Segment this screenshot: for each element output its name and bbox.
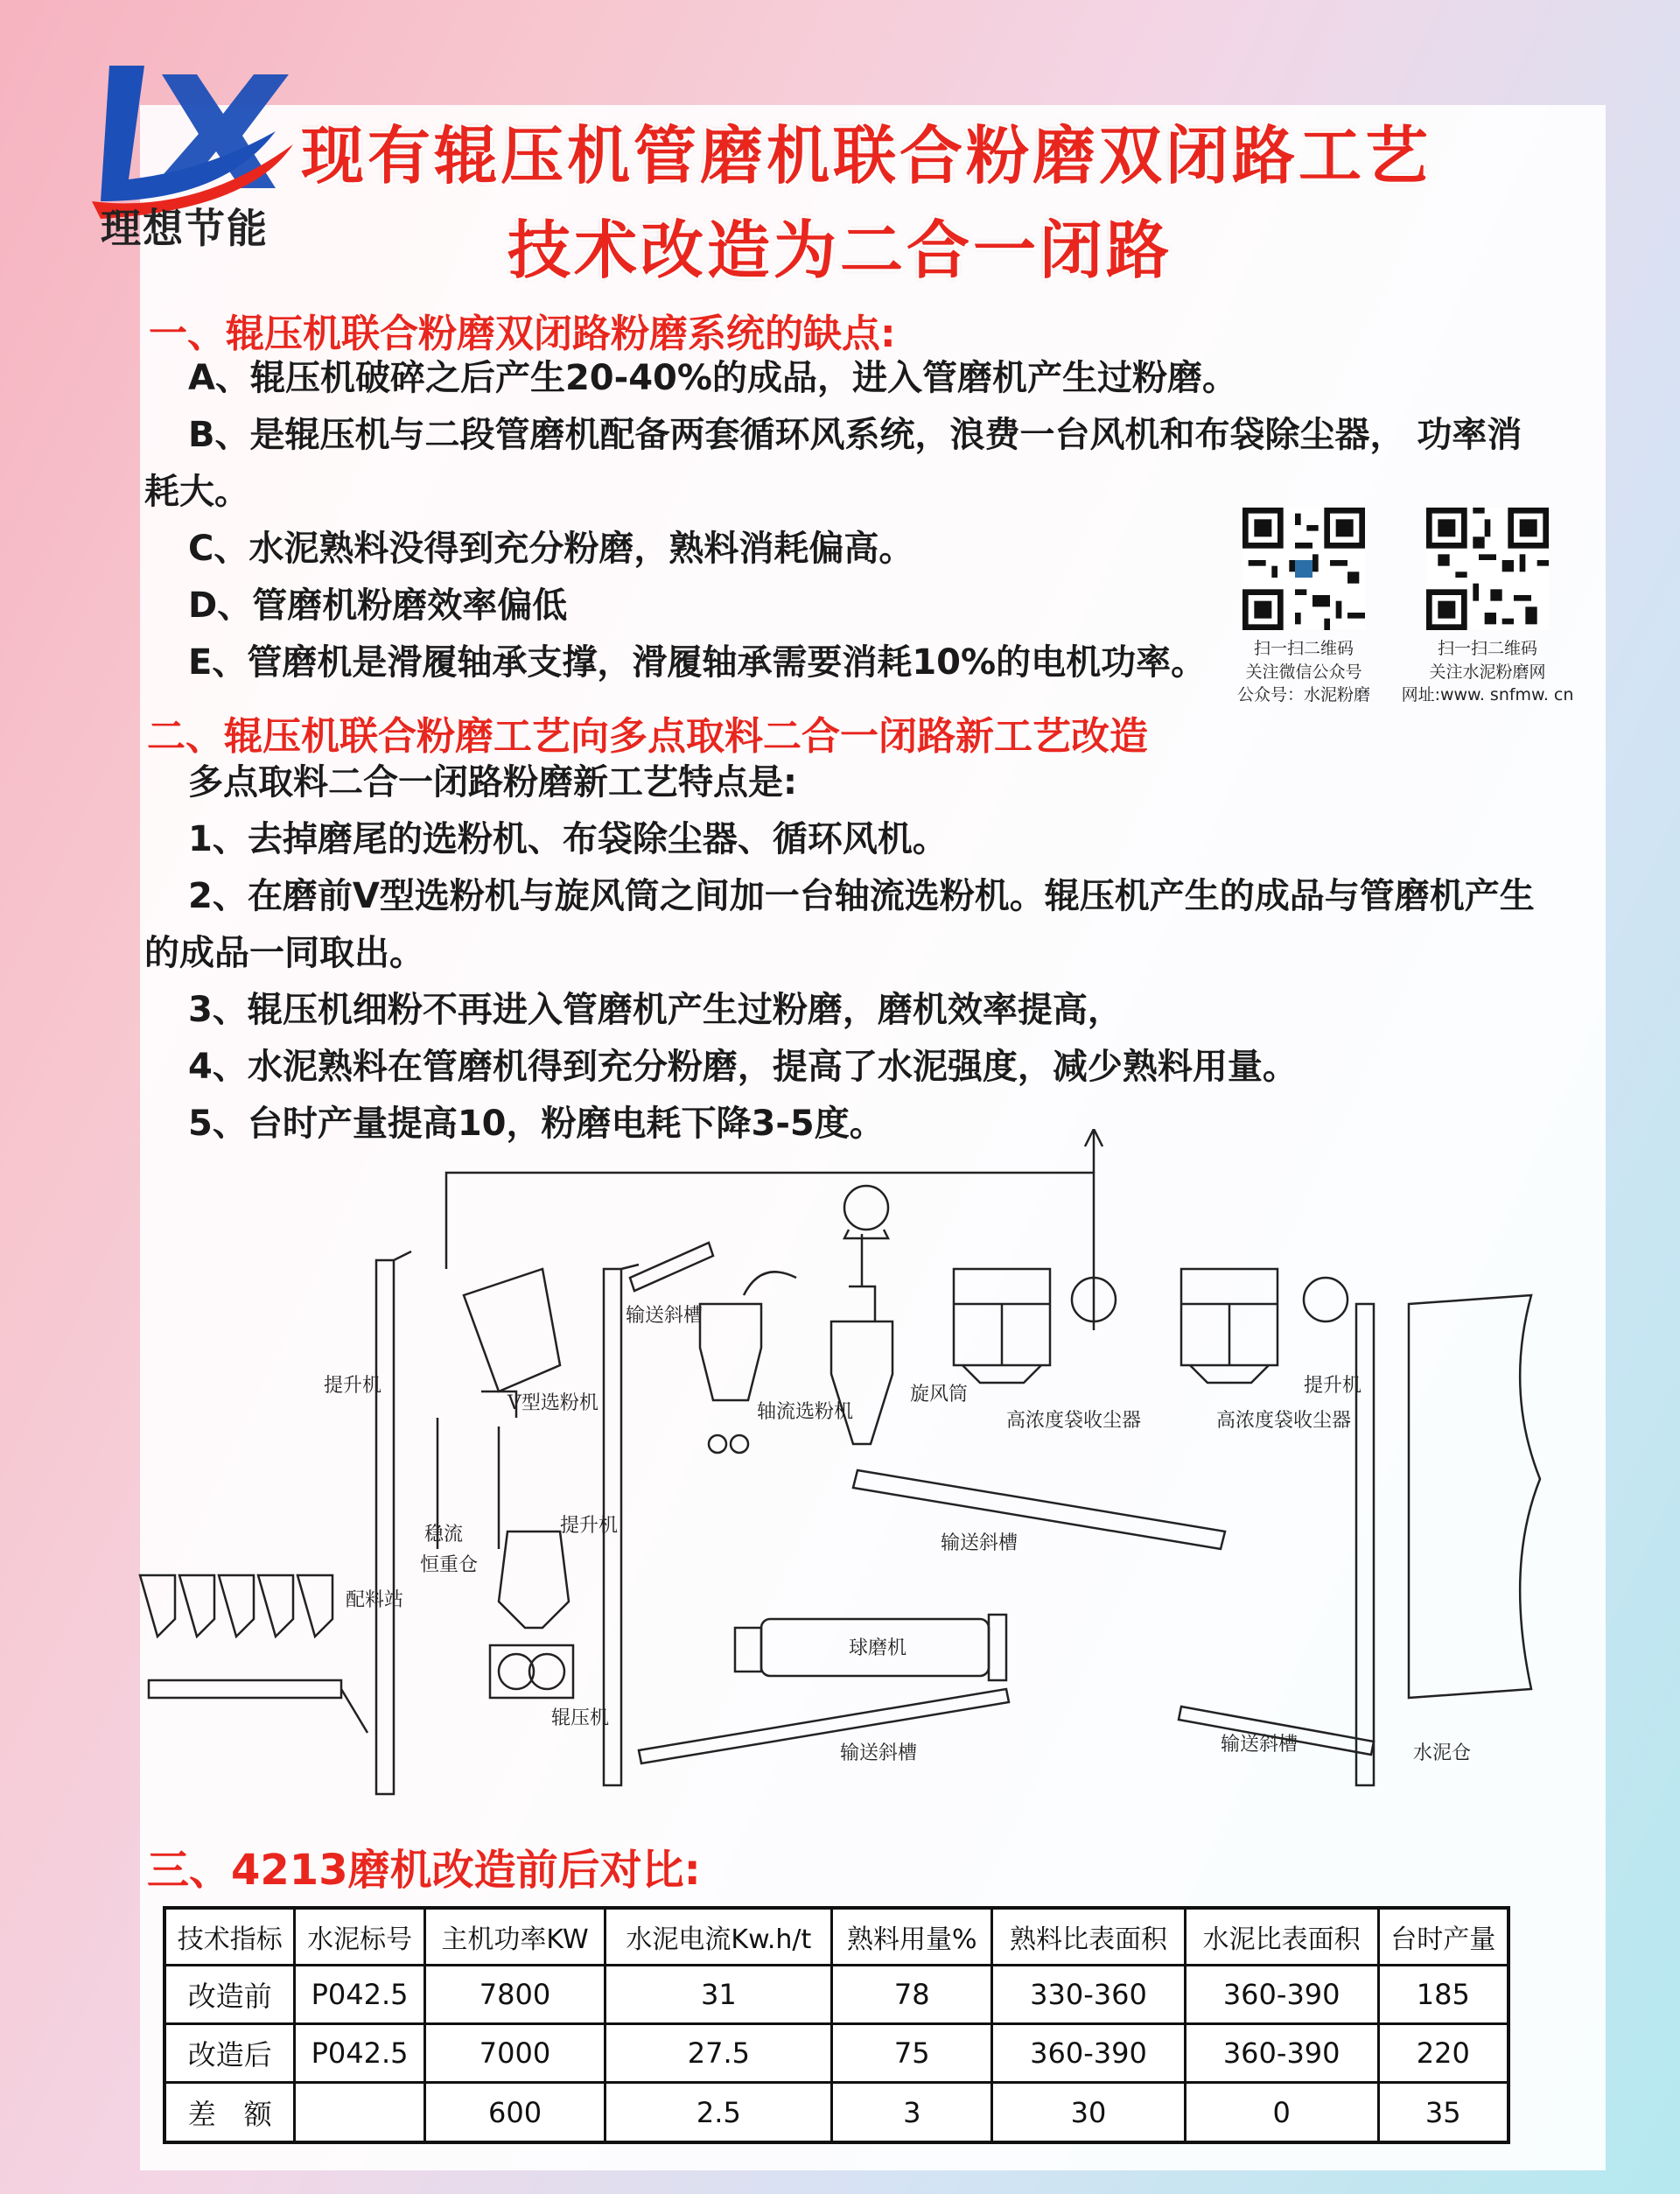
section2-item-3: 3、辊压机细粉不再进入管磨机产生过粉磨，磨机效率提高， — [188, 990, 1123, 1030]
roller-press-shape — [490, 1645, 573, 1698]
section2-item-2-cont: 的成品一同取出。 — [144, 933, 424, 973]
table-header-cell: 水泥标号 — [295, 1908, 424, 1965]
section2-item-2: 2、在磨前V型选粉机与旋风筒之间加一台轴流选粉机。辊压机产生的成品与管磨机产生 — [188, 876, 1535, 916]
table-cell: 600 — [424, 2083, 606, 2142]
table-cell: 360-390 — [1185, 2024, 1378, 2083]
section1-item-b: B、是辊压机与二段管磨机配备两套循环风系统，浪费一台风机和布袋除尘器， 功率消 — [188, 415, 1522, 455]
label-cement-silo: 水泥仓 — [1413, 1742, 1472, 1764]
table-cell: 2.5 — [606, 2083, 832, 2142]
label-bag-filter-2: 高浓度袋收尘器 — [1216, 1410, 1352, 1432]
label-bag-filter-1: 高浓度袋收尘器 — [1006, 1410, 1142, 1432]
section1-item-c: C、水泥熟料没得到充分粉磨，熟料消耗偏高。 — [188, 529, 914, 569]
stable-bin-shape — [499, 1532, 569, 1628]
table-cell: 31 — [606, 1965, 832, 2023]
label-roller-press: 辊压机 — [551, 1707, 610, 1729]
cement-silo-shape — [1409, 1295, 1540, 1698]
table-cell: 30 — [992, 2083, 1186, 2142]
table-header-cell: 水泥比表面积 — [1185, 1908, 1378, 1965]
table-cell: 差 额 — [164, 2083, 295, 2142]
comparison-heading: 三、4213磨机改造前后对比: — [147, 1846, 701, 1895]
table-cell: P042.5 — [295, 1965, 424, 2023]
elevator-1-shape — [376, 1251, 411, 1794]
table-cell: 35 — [1378, 2083, 1508, 2142]
page-title-line2: 技术改造为二合一闭路 — [507, 214, 1172, 287]
chute-top-shape — [630, 1243, 713, 1291]
page-title-line1: 现有辊压机管磨机联合粉磨双闭路工艺 — [300, 119, 1432, 193]
wechat-qr-caption-line1: 扫一扫二维码 — [1253, 639, 1354, 658]
table-cell: 75 — [832, 2024, 992, 2083]
table-cell: 改造前 — [164, 1965, 295, 2023]
table-row — [164, 2024, 1508, 2083]
table-cell: P042.5 — [295, 2024, 424, 2083]
table-cell: 7000 — [424, 2024, 606, 2083]
table-cell: 0 — [1185, 2083, 1378, 2142]
label-cyclone: 旋风筒 — [910, 1384, 969, 1405]
batching-bins-shape — [140, 1575, 341, 1698]
chute-bottom-shape — [639, 1689, 1009, 1763]
label-chute-top: 输送斜槽 — [626, 1305, 704, 1327]
section1-item-a: A、辊压机破碎之后产生20-40%的成品，进入管磨机产生过粉磨。 — [188, 358, 1237, 398]
table-header-cell: 主机功率KW — [424, 1908, 606, 1965]
label-elevator-right: 提升机 — [1304, 1375, 1362, 1397]
section2-heading: 二、辊压机联合粉磨工艺向多点取料二合一闭路新工艺改造 — [147, 714, 1148, 759]
axial-separator-shape — [700, 1272, 796, 1400]
wechat-qr-caption-line2: 关注微信公众号 — [1245, 662, 1362, 682]
section2-item-4: 4、水泥熟料在管磨机得到充分粉磨，提高了水泥强度，减少熟料用量。 — [188, 1047, 1298, 1087]
website-qr-caption — [1400, 637, 1575, 707]
table-header-cell: 技术指标 — [164, 1908, 295, 1965]
table-cell — [295, 2083, 424, 2142]
website-qr-code — [1426, 508, 1549, 630]
wechat-qr-caption-line3: 公众号：水泥粉磨 — [1236, 685, 1370, 705]
table-cell: 220 — [1378, 2024, 1508, 2083]
wechat-qr-caption — [1216, 637, 1391, 707]
table-header-cell: 熟料比表面积 — [992, 1908, 1186, 1965]
section1-item-b-cont: 耗大。 — [144, 472, 249, 512]
website-qr-caption-line1: 扫一扫二维码 — [1437, 639, 1537, 658]
label-stable-bin-2: 恒重仓 — [420, 1554, 479, 1576]
process-flow-diagram — [131, 1129, 1601, 1829]
table-row — [164, 2083, 1508, 2142]
label-elevator-1: 提升机 — [324, 1375, 382, 1397]
wechat-qr-code — [1242, 508, 1365, 630]
fan-top-icon — [844, 1186, 888, 1230]
table-header-cell: 水泥电流Kw.h/t — [606, 1908, 832, 1965]
table-cell: 78 — [832, 1965, 992, 2023]
table-header-cell: 熟料用量% — [832, 1908, 992, 1965]
label-chute-bottom: 输送斜槽 — [840, 1742, 918, 1764]
table-header-row — [164, 1908, 1508, 1965]
comparison-table — [163, 1906, 1510, 2144]
table-cell: 3 — [832, 2083, 992, 2142]
table-cell: 27.5 — [606, 2024, 832, 2083]
table-cell: 7800 — [424, 1965, 606, 2023]
section2-intro: 多点取料二合一闭路粉磨新工艺特点是: — [188, 762, 797, 803]
table-cell: 360-390 — [1185, 1965, 1378, 2023]
section1-heading: 一、辊压机联合粉磨双闭路粉磨系统的缺点: — [149, 312, 896, 356]
website-qr-caption-line3: 网址:www. snfmw. cn — [1401, 685, 1574, 705]
label-batching: 配料站 — [346, 1589, 404, 1611]
table-row — [164, 1965, 1508, 2023]
label-chute-mid: 输送斜槽 — [941, 1532, 1018, 1554]
label-v-separator: V型选粉机 — [508, 1392, 598, 1414]
label-chute-right: 输送斜槽 — [1221, 1734, 1298, 1756]
label-stable-bin-1: 稳流 — [424, 1524, 464, 1546]
table-cell: 改造后 — [164, 2024, 295, 2083]
table-cell: 185 — [1378, 1965, 1508, 2023]
table-cell: 330-360 — [992, 1965, 1186, 2023]
label-elevator-2: 提升机 — [560, 1515, 619, 1537]
section2-item-1: 1、去掉磨尾的选粉机、布袋除尘器、循环风机。 — [188, 819, 948, 859]
logo-brand-text: 理想节能 — [101, 205, 269, 252]
top-duct — [446, 1173, 1094, 1330]
section2-item-5: 5、台时产量提高10，粉磨电耗下降3-5度。 — [188, 1104, 885, 1144]
label-ball-mill: 球磨机 — [849, 1637, 907, 1659]
table-header-cell: 台时产量 — [1378, 1908, 1508, 1965]
section1-item-e: E、管磨机是滑履轴承支撑，滑履轴承需要消耗10%的电机功率。 — [188, 642, 1207, 683]
website-qr-caption-line2: 关注水泥粉磨网 — [1429, 662, 1546, 682]
chute-mid-shape — [853, 1470, 1225, 1549]
label-axial-separator: 轴流选粉机 — [757, 1401, 854, 1423]
section1-item-d: D、管磨机粉磨效率偏低 — [188, 585, 568, 626]
table-cell: 360-390 — [992, 2024, 1186, 2083]
